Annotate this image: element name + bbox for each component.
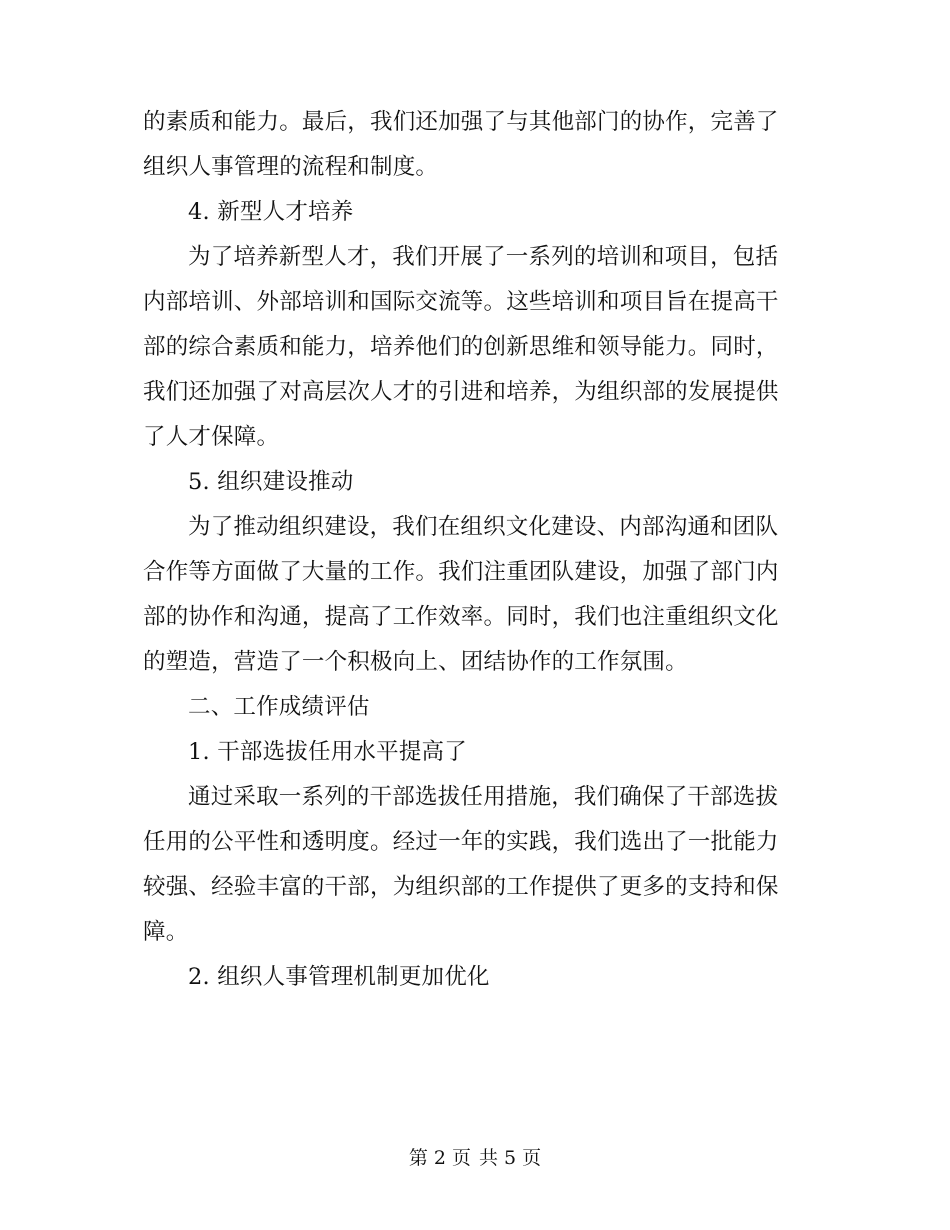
section-heading: 2. 组织人事管理机制更加优化 (188, 964, 490, 990)
paragraph-line: 障。 (143, 919, 189, 945)
page-label-suffix: 页 (522, 1147, 542, 1169)
paragraph-line: 的塑造，营造了一个积极向上、团结协作的工作氛围。 (143, 649, 688, 675)
section-heading: 1. 干部选拔任用水平提高了 (188, 739, 467, 765)
paragraph-line: 为了培养新型人才，我们开展了一系列的培训和项目，包括 (188, 244, 779, 270)
page-label-mid: 页 共 (451, 1147, 499, 1169)
section-heading: 4. 新型人才培养 (188, 199, 354, 225)
paragraph-line: 的素质和能力。最后，我们还加强了与其他部门的协作，完善了 (143, 109, 779, 135)
page-footer (0, 1143, 950, 1173)
paragraph-line: 合作等方面做了大量的工作。我们注重团队建设，加强了部门内 (143, 559, 779, 585)
section-heading: 二、工作成绩评估 (188, 694, 370, 720)
paragraph-line: 任用的公平性和透明度。经过一年的实践，我们选出了一批能力 (143, 829, 779, 855)
paragraph-line: 组织人事管理的流程和制度。 (143, 154, 439, 180)
paragraph-line: 通过采取一系列的干部选拔任用措施，我们确保了干部选拔 (188, 784, 779, 810)
section-heading: 5. 组织建设推动 (188, 469, 354, 495)
paragraph-line: 内部培训、外部培训和国际交流等。这些培训和项目旨在提高干 (143, 289, 779, 315)
paragraph-line: 我们还加强了对高层次人才的引进和培养，为组织部的发展提供 (143, 379, 779, 405)
current-page-number: 2 (433, 1147, 446, 1169)
paragraph-line: 了人才保障。 (143, 424, 280, 450)
paragraph-line: 较强、经验丰富的干部，为组织部的工作提供了更多的支持和保 (143, 874, 779, 900)
body-text (143, 100, 803, 1000)
paragraph-line: 部的综合素质和能力，培养他们的创新思维和领导能力。同时， (143, 334, 779, 360)
paragraph-line: 为了推动组织建设，我们在组织文化建设、内部沟通和团队 (188, 514, 779, 540)
paragraph-line: 部的协作和沟通，提高了工作效率。同时，我们也注重组织文化 (143, 604, 779, 630)
page-label-prefix: 第 (408, 1147, 428, 1169)
total-pages-number: 5 (504, 1147, 517, 1169)
